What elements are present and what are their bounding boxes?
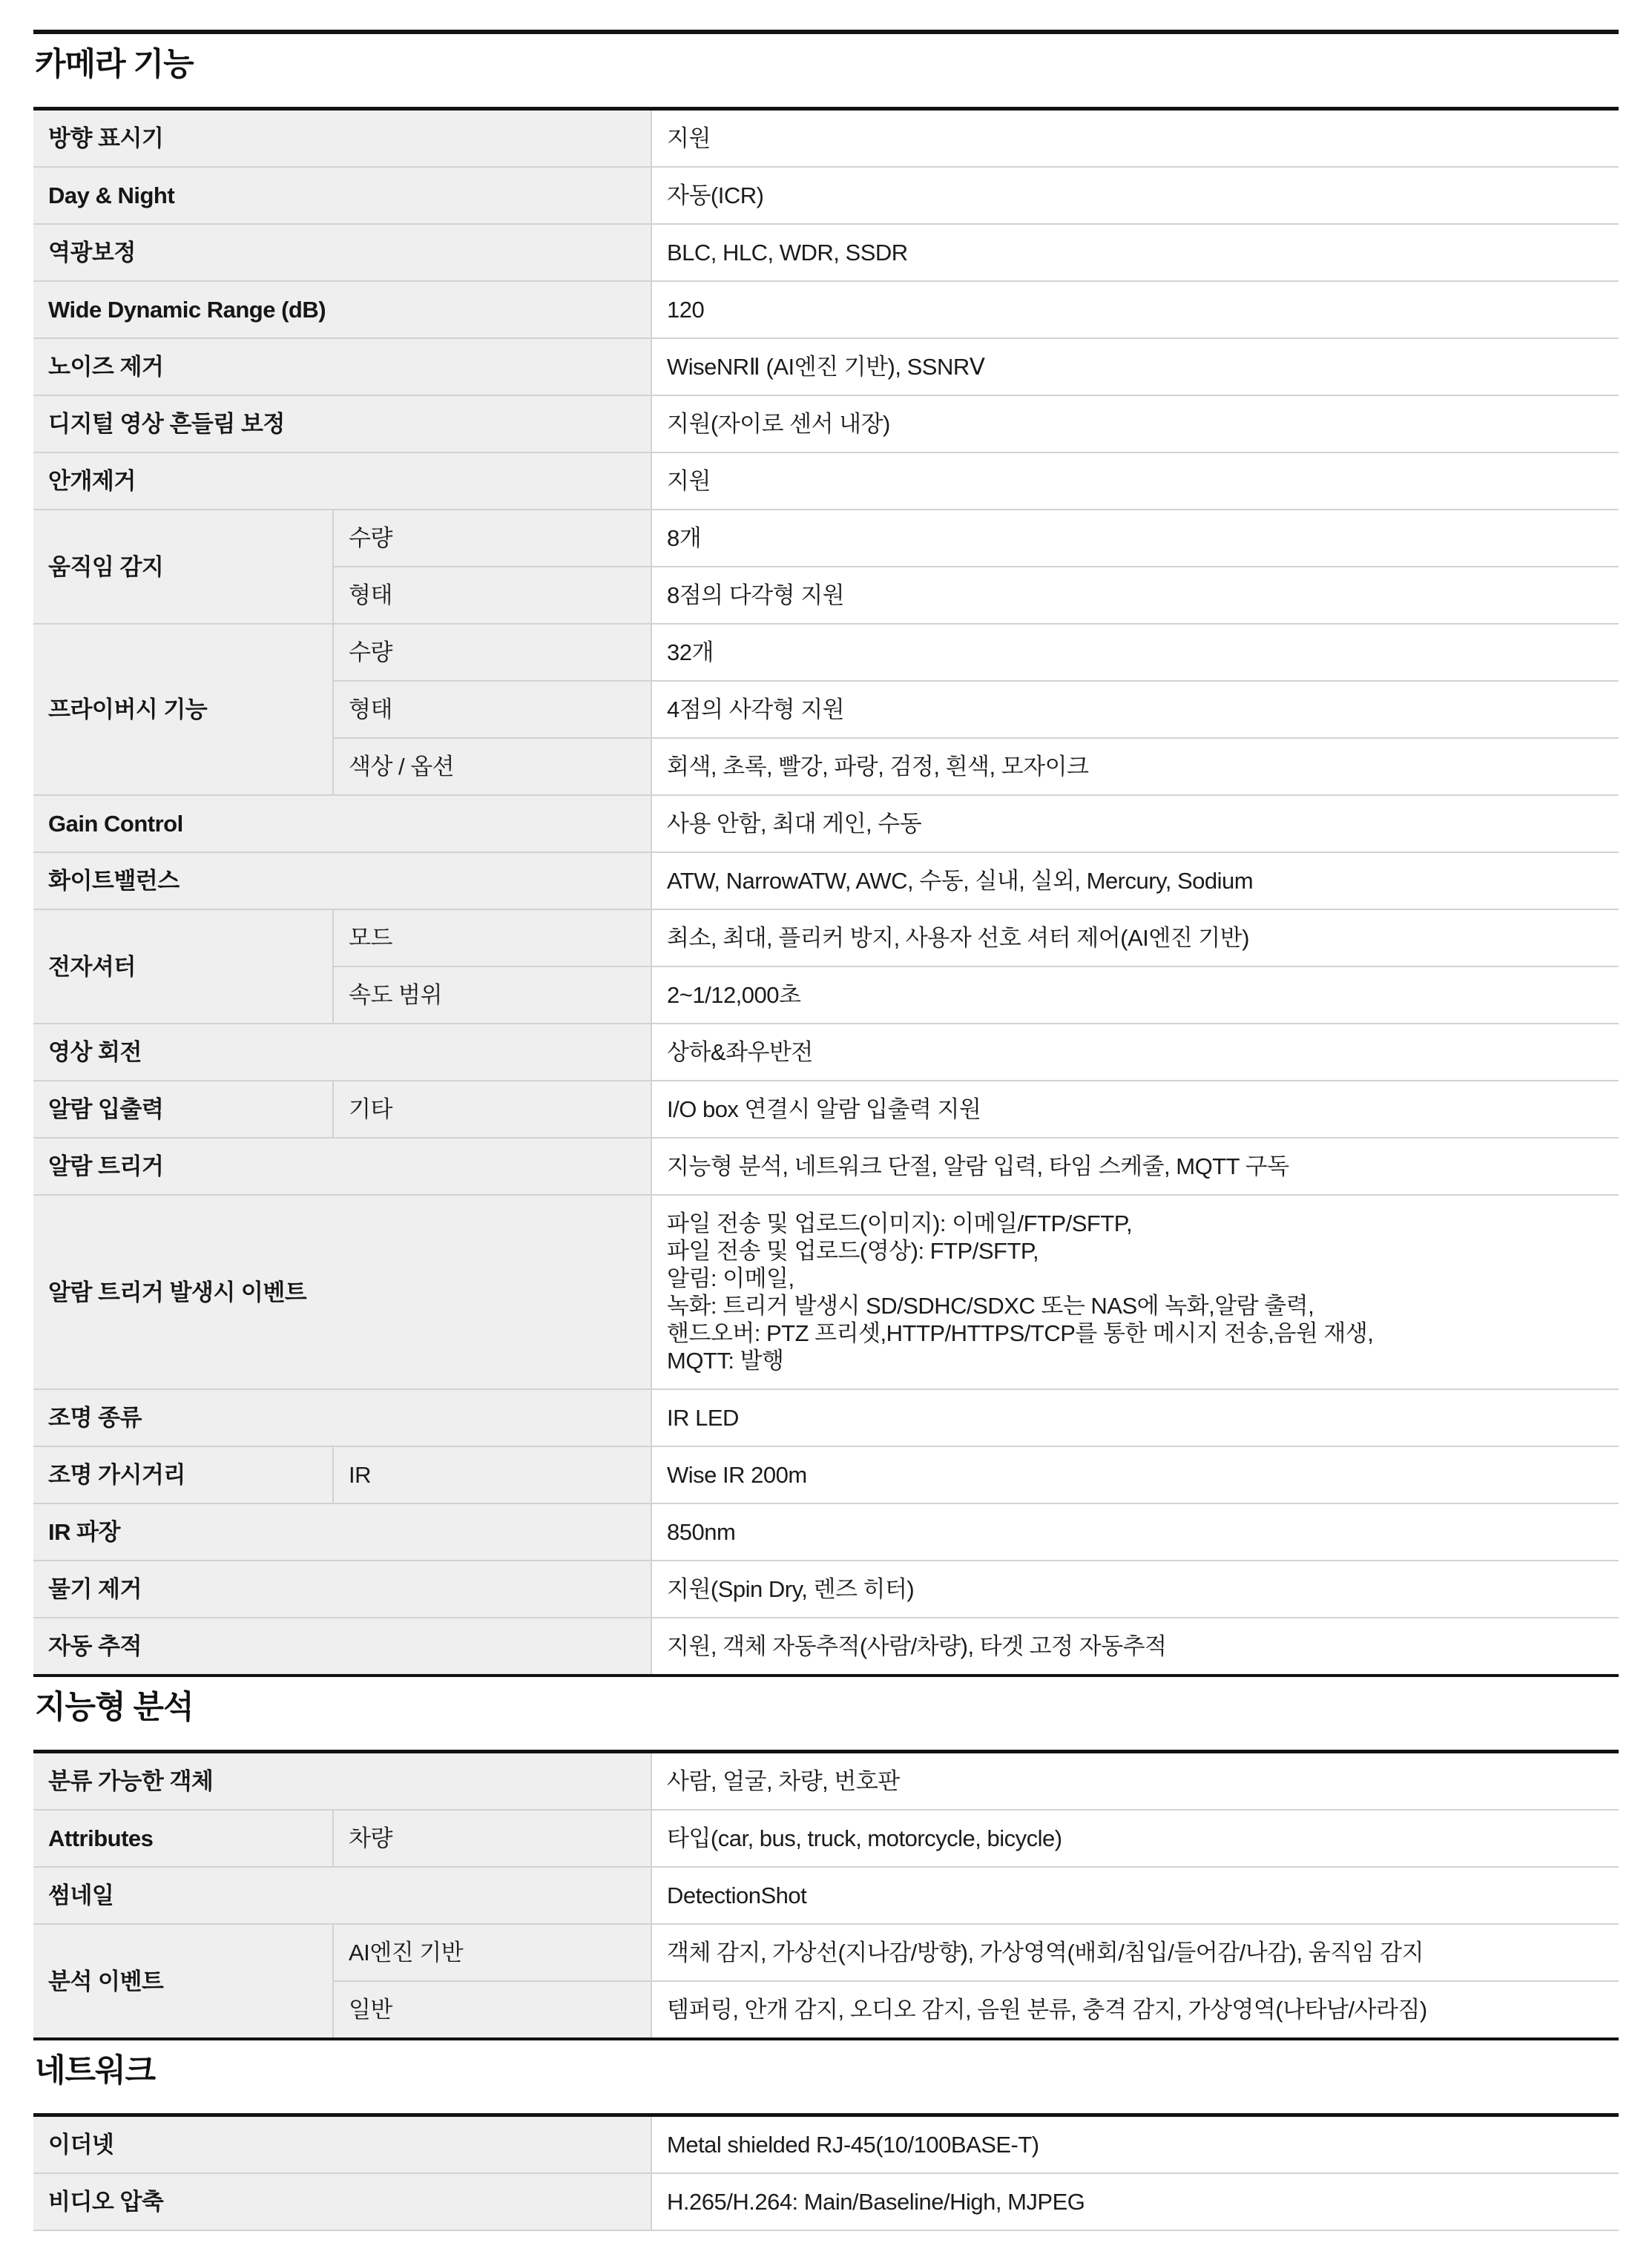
row-value: 회색, 초록, 빨강, 파랑, 검정, 흰색, 모자이크 <box>651 738 1619 795</box>
spec-row <box>33 624 1619 681</box>
row-label: 역광보정 <box>33 224 651 281</box>
spec-row <box>33 2115 1619 2174</box>
spec-row <box>33 2173 1619 2230</box>
row-sublabel: 속도 범위 <box>333 966 651 1024</box>
spec-row <box>33 1561 1619 1618</box>
spec-row <box>33 1618 1619 1676</box>
row-label: 영상 회전 <box>33 1024 651 1081</box>
row-label: Gain Control <box>33 795 651 852</box>
spec-row <box>33 1924 1619 1981</box>
row-label: 전자셔터 <box>33 909 333 1024</box>
row-label: 비디오 압축 <box>33 2173 651 2230</box>
row-value: 타입(car, bus, truck, motorcycle, bicycle) <box>651 1810 1619 1867</box>
row-label: Attributes <box>33 1810 333 1867</box>
row-value: 지능형 분석, 네트워크 단절, 알람 입력, 타임 스케줄, MQTT 구독 <box>651 1138 1619 1195</box>
section-title: 카메라 기능 <box>35 47 194 82</box>
row-sublabel: 형태 <box>333 681 651 738</box>
row-sublabel: 일반 <box>333 1981 651 2039</box>
spec-section <box>33 1677 1619 2040</box>
row-label: 화이트밸런스 <box>33 852 651 909</box>
row-sublabel: 색상 / 옵션 <box>333 738 651 795</box>
row-value: 지원 <box>651 452 1619 510</box>
row-value: 지원 <box>651 109 1619 168</box>
row-value: 120 <box>651 281 1619 338</box>
spec-row <box>33 1503 1619 1561</box>
row-value: 지원, 객체 자동추적(사람/차량), 타겟 고정 자동추적 <box>651 1618 1619 1676</box>
spec-row <box>33 167 1619 224</box>
row-label: 분석 이벤트 <box>33 1924 333 2039</box>
row-label: 물기 제거 <box>33 1561 651 1618</box>
spec-row <box>33 224 1619 281</box>
row-label: 조명 종류 <box>33 1389 651 1446</box>
row-label: Wide Dynamic Range (dB) <box>33 281 651 338</box>
row-label: 디지털 영상 흔들림 보정 <box>33 395 651 452</box>
row-label: 방향 표시기 <box>33 109 651 168</box>
row-value: WiseNRⅡ (AI엔진 기반), SSNRⅤ <box>651 338 1619 395</box>
spec-row <box>33 1810 1619 1867</box>
row-value: ATW, NarrowATW, AWC, 수동, 실내, 실외, Mercury, Sodium <box>651 852 1619 909</box>
row-sublabel: 기타 <box>333 1081 651 1138</box>
row-sublabel: 수량 <box>333 510 651 567</box>
row-sublabel: 수량 <box>333 624 651 681</box>
spec-row <box>33 281 1619 338</box>
row-label: 알람 입출력 <box>33 1081 333 1138</box>
spec-row <box>33 1867 1619 1924</box>
section-title: 지능형 분석 <box>35 1690 194 1725</box>
spec-table <box>33 1750 1619 2040</box>
row-label: 조명 가시거리 <box>33 1446 333 1503</box>
spec-row <box>33 452 1619 510</box>
row-label: 노이즈 제거 <box>33 338 651 395</box>
row-value-line: 알림: 이메일, <box>667 1265 794 1291</box>
spec-row <box>33 909 1619 966</box>
spec-row <box>33 852 1619 909</box>
row-value-line: 파일 전송 및 업로드(이미지): 이메일/FTP/SFTP, <box>667 1210 1133 1236</box>
spec-row <box>33 338 1619 395</box>
row-label: IR 파장 <box>33 1503 651 1561</box>
row-value <box>651 1195 1619 1389</box>
row-value: 객체 감지, 가상선(지나감/방향), 가상영역(배회/침입/들어감/나감), 움직임 감지 <box>651 1924 1619 1981</box>
row-label: 분류 가능한 객체 <box>33 1752 651 1811</box>
row-value: 템퍼링, 안개 감지, 오디오 감지, 음원 분류, 충격 감지, 가상영역(나타남/사라짐) <box>651 1981 1619 2039</box>
row-value: H.265/H.264: Main/Baseline/High, MJPEG <box>651 2173 1619 2230</box>
row-value: 자동(ICR) <box>651 167 1619 224</box>
row-value: 8점의 다각형 지원 <box>651 567 1619 624</box>
row-label: 이더넷 <box>33 2115 651 2174</box>
row-sublabel: IR <box>333 1446 651 1503</box>
row-value-line: 녹화: 트리거 발생시 SD/SDHC/SDXC 또는 NAS에 녹화,알람 출력, <box>667 1293 1314 1319</box>
row-sublabel: 차량 <box>333 1810 651 1867</box>
spec-section <box>33 2040 1619 2231</box>
row-value: 32개 <box>651 624 1619 681</box>
row-label: 썸네일 <box>33 1867 651 1924</box>
spec-row <box>33 795 1619 852</box>
row-value: 4점의 사각형 지원 <box>651 681 1619 738</box>
row-label: 알람 트리거 <box>33 1138 651 1195</box>
row-value: 사람, 얼굴, 차량, 번호판 <box>651 1752 1619 1811</box>
spec-row <box>33 1195 1619 1389</box>
row-value-line: 파일 전송 및 업로드(영상): FTP/SFTP, <box>667 1238 1039 1264</box>
row-value-line: 핸드오버: PTZ 프리셋,HTTP/HTTPS/TCP를 통한 메시지 전송,음원 재생, <box>667 1320 1374 1346</box>
row-value-line: MQTT: 발행 <box>667 1348 784 1374</box>
row-value: 8개 <box>651 510 1619 567</box>
row-value: Metal shielded RJ-45(10/100BASE-T) <box>651 2115 1619 2174</box>
spec-table <box>33 2113 1619 2231</box>
row-label: 움직임 감지 <box>33 510 333 624</box>
row-value: 850nm <box>651 1503 1619 1561</box>
row-value: 지원(Spin Dry, 렌즈 히터) <box>651 1561 1619 1618</box>
row-value: 사용 안함, 최대 게인, 수동 <box>651 795 1619 852</box>
row-value: 상하&좌우반전 <box>651 1024 1619 1081</box>
row-label: 프라이버시 기능 <box>33 624 333 795</box>
row-sublabel: 형태 <box>333 567 651 624</box>
spec-row <box>33 1446 1619 1503</box>
spec-row <box>33 1081 1619 1138</box>
row-value: I/O box 연결시 알람 입출력 지원 <box>651 1081 1619 1138</box>
row-label: Day & Night <box>33 167 651 224</box>
spec-section <box>33 30 1619 1677</box>
row-label: 알람 트리거 발생시 이벤트 <box>33 1195 651 1389</box>
row-value: 최소, 최대, 플리커 방지, 사용자 선호 셔터 제어(AI엔진 기반) <box>651 909 1619 966</box>
row-sublabel: 모드 <box>333 909 651 966</box>
spec-row <box>33 1389 1619 1446</box>
spec-row <box>33 1138 1619 1195</box>
row-value: BLC, HLC, WDR, SSDR <box>651 224 1619 281</box>
row-value: IR LED <box>651 1389 1619 1446</box>
section-title: 네트워크 <box>35 2053 156 2089</box>
spec-row <box>33 1752 1619 1811</box>
row-value: 2~1/12,000초 <box>651 966 1619 1024</box>
row-label: 자동 추적 <box>33 1618 651 1676</box>
row-value: DetectionShot <box>651 1867 1619 1924</box>
row-value: Wise IR 200m <box>651 1446 1619 1503</box>
row-value: 지원(자이로 센서 내장) <box>651 395 1619 452</box>
spec-row <box>33 395 1619 452</box>
spec-row <box>33 109 1619 168</box>
row-sublabel: AI엔진 기반 <box>333 1924 651 1981</box>
spec-row <box>33 510 1619 567</box>
spec-row <box>33 1024 1619 1081</box>
spec-table <box>33 107 1619 1677</box>
row-label: 안개제거 <box>33 452 651 510</box>
